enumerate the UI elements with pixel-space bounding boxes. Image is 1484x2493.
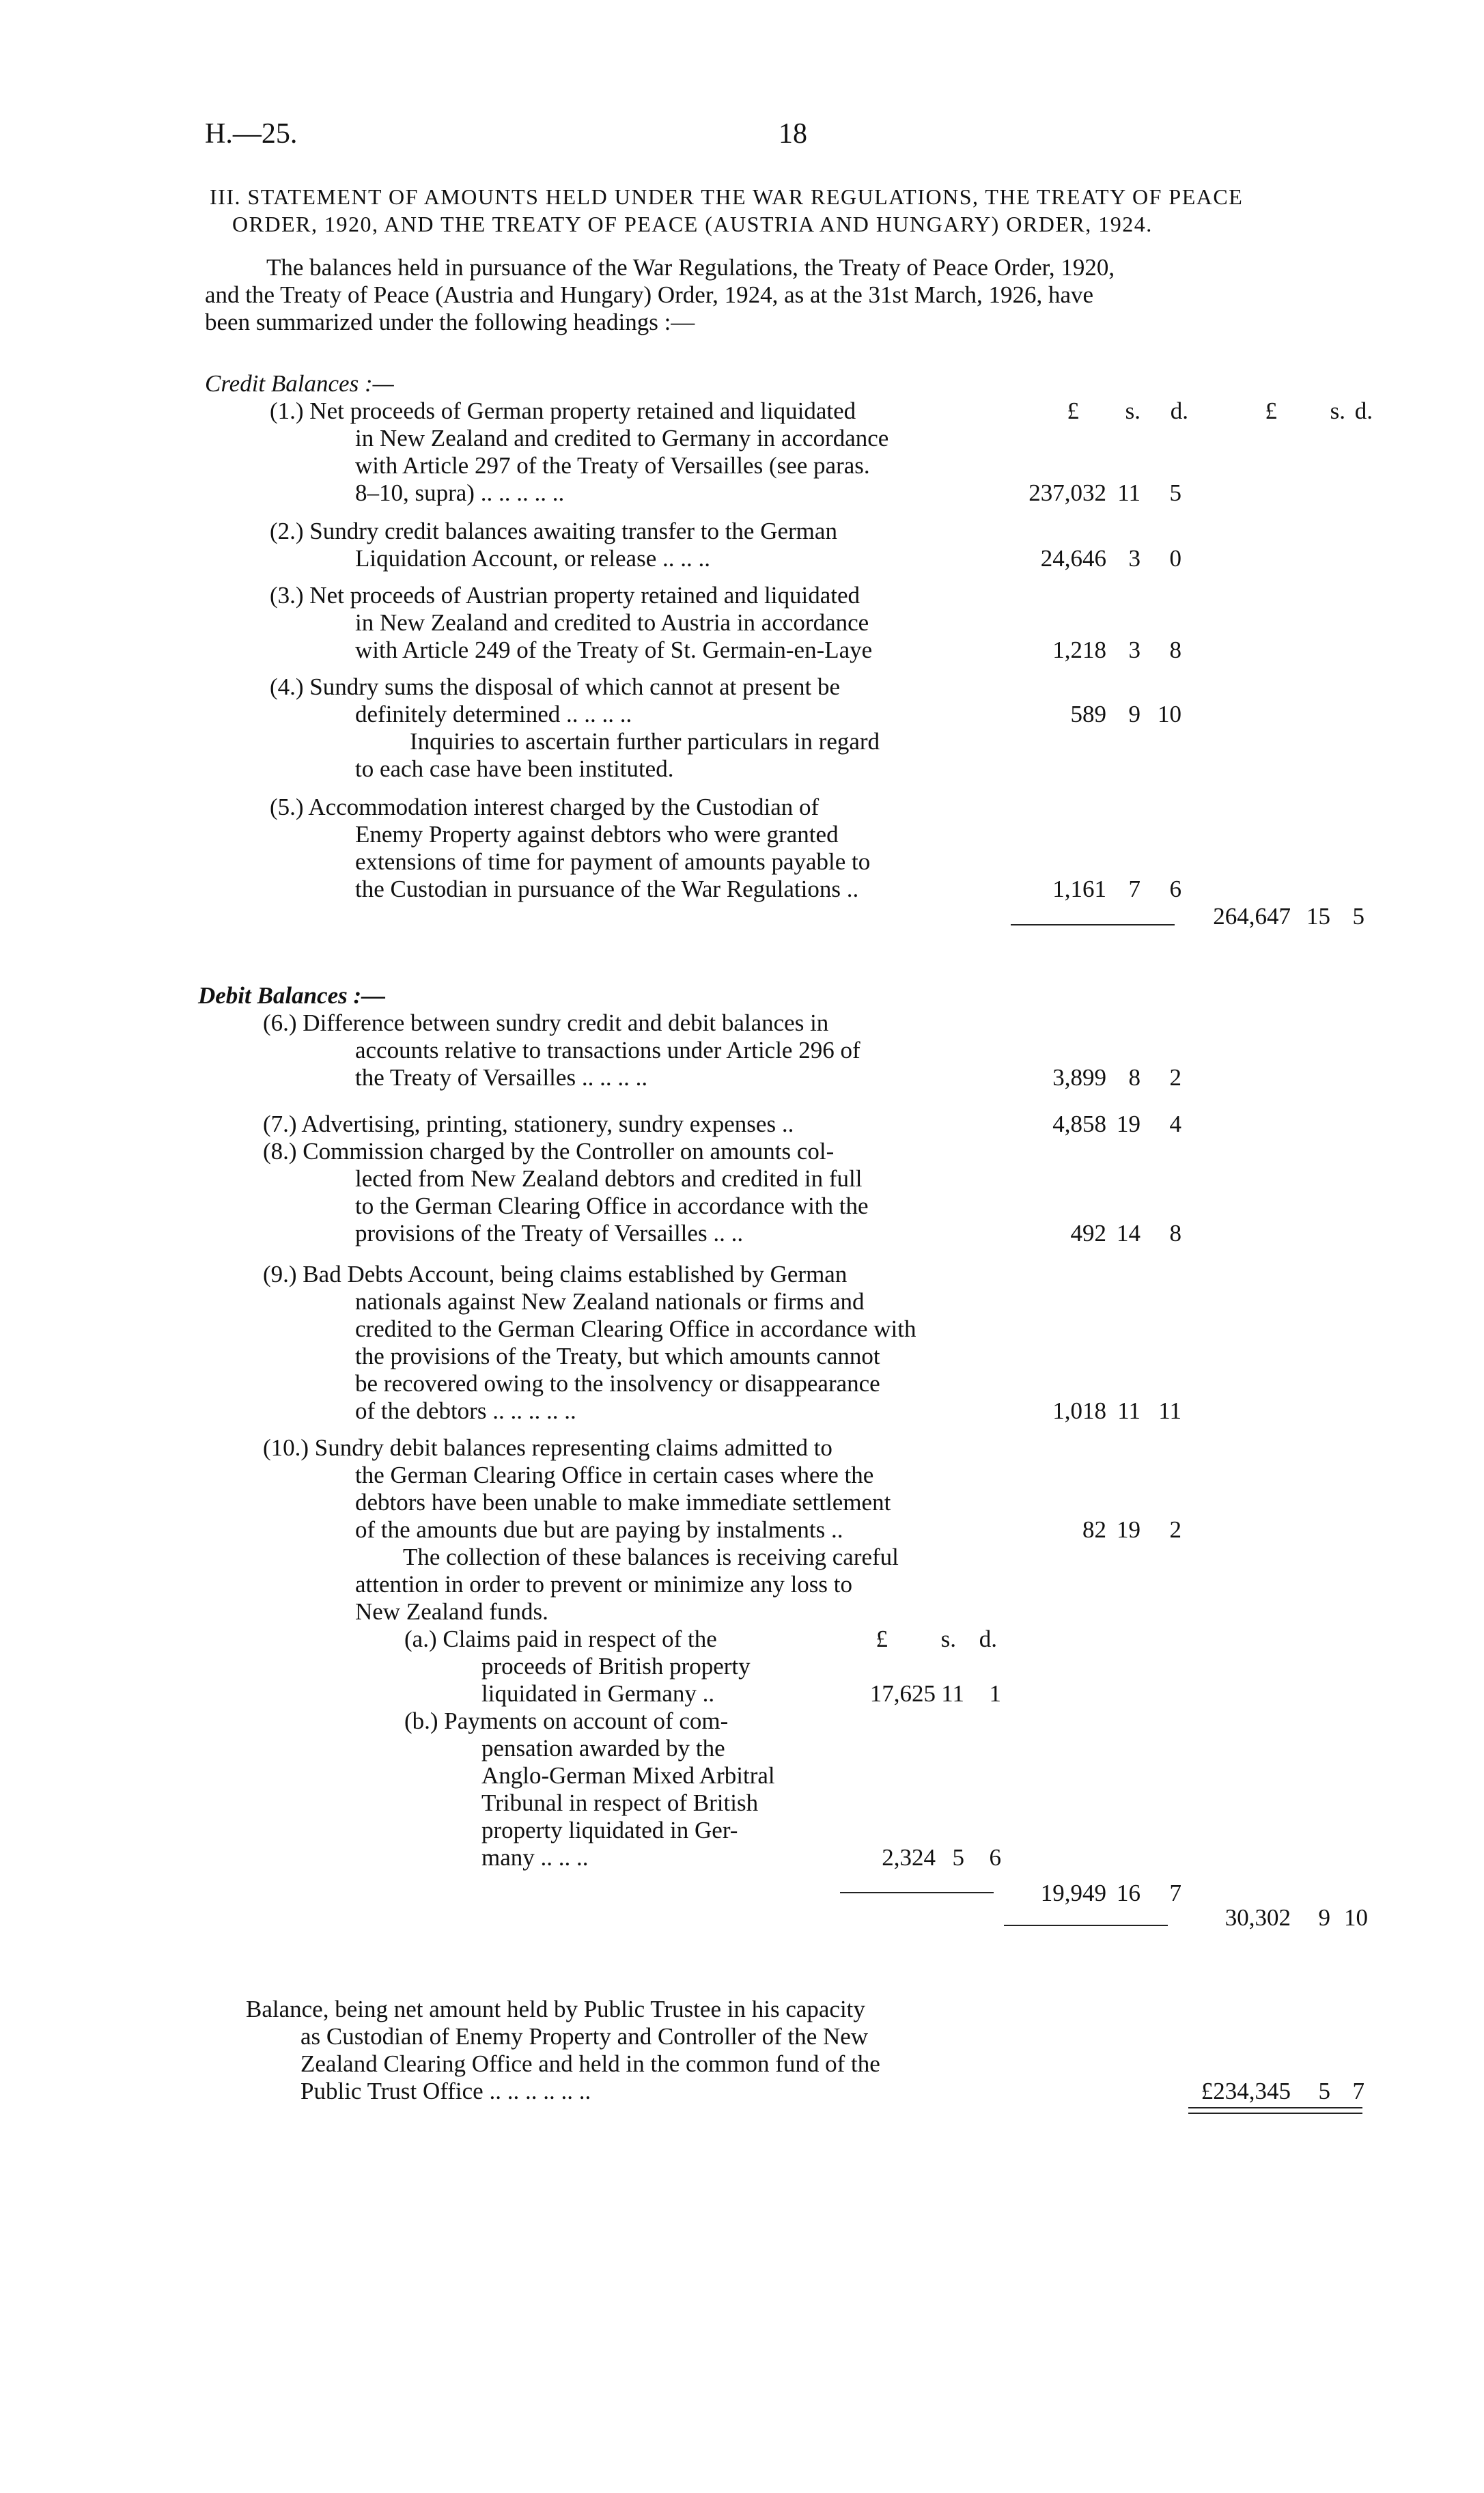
- amount-shillings: 16: [1117, 1880, 1140, 1906]
- amount-pounds: 17,625: [869, 1680, 936, 1707]
- amount-pounds: 237,032: [1028, 479, 1106, 506]
- amount-shillings: 19: [1117, 1111, 1140, 1137]
- amount-pounds: 492: [1070, 1220, 1106, 1246]
- amount-pence: 8: [1169, 1220, 1181, 1246]
- item-line: Inquiries to ascertain further particulars in regard: [410, 728, 880, 755]
- amount-pounds: 19,949: [1040, 1880, 1106, 1906]
- amount-pence: 10: [1344, 1904, 1368, 1931]
- section-title-line-1: III. STATEMENT OF AMOUNTS HELD UNDER THE WAR REGULATIONS, THE TREATY OF PEACE: [210, 184, 1244, 209]
- amount-pence: 5: [1169, 479, 1181, 506]
- item-line: accounts relative to transactions under Article 296 of: [355, 1037, 860, 1063]
- item-line: attention in order to prevent or minimize any loss to: [355, 1571, 853, 1598]
- item-line: lected from New Zealand debtors and credited in full: [355, 1165, 863, 1192]
- amount-pounds: 1,018: [1052, 1397, 1106, 1424]
- item-line: definitely determined .. .. .. ..: [355, 701, 632, 727]
- amount-pounds: 24,646: [1040, 545, 1106, 572]
- amount-pounds: 1,218: [1052, 637, 1106, 663]
- amount-pounds: 589: [1070, 701, 1106, 727]
- item-line: (7.) Advertising, printing, stationery, sundry expenses ..: [263, 1111, 794, 1137]
- item-line: to each case have been instituted.: [355, 755, 674, 782]
- amount-pence: 11: [1158, 1397, 1181, 1424]
- item-line: (a.) Claims paid in respect of the: [404, 1626, 717, 1652]
- intro-line-3: been summarized under the following headings :—: [205, 309, 695, 335]
- item-line: many .. .. ..: [481, 1844, 589, 1871]
- item-line: (6.) Difference between sundry credit and debit balances in: [263, 1009, 829, 1036]
- item-line: Balance, being net amount held by Public Trustee in his capacity: [246, 1996, 865, 2022]
- amount-pounds: 1,161: [1052, 876, 1106, 902]
- amount-shillings: 9: [1128, 701, 1140, 727]
- credit-subtotal-rule: [1011, 924, 1175, 925]
- item-line: the provisions of the Treaty, but which amounts cannot: [355, 1343, 880, 1369]
- amount-pence: 6: [1169, 876, 1181, 902]
- amount-shillings: 15: [1306, 903, 1330, 930]
- col-header-d-1: d.: [1170, 398, 1188, 424]
- amount-shillings: 11: [941, 1680, 964, 1707]
- item-line: (8.) Commission charged by the Controller on amounts col-: [263, 1138, 835, 1165]
- amount-shillings: 5: [1318, 2078, 1330, 2104]
- item-line: Public Trust Office .. .. .. .. .. ..: [300, 2078, 591, 2104]
- sub-col-header-s: s.: [940, 1626, 956, 1652]
- amount-shillings: 14: [1117, 1220, 1140, 1246]
- intro-line-1: The balances held in pursuance of the War Regulations, the Treaty of Peace Order, 1920,: [266, 254, 1115, 281]
- section-title-line-2: ORDER, 1920, AND THE TREATY OF PEACE (AUSTRIA AND HUNGARY) ORDER, 1924.: [232, 212, 1153, 236]
- item-line: proceeds of British property: [481, 1653, 751, 1680]
- item-line: extensions of time for payment of amounts payable to: [355, 848, 871, 875]
- item-line: liquidated in Germany ..: [481, 1680, 715, 1707]
- amount-pounds: 82: [1082, 1516, 1106, 1543]
- item-line: be recovered owing to the insolvency or disappearance: [355, 1370, 880, 1397]
- item-line: as Custodian of Enemy Property and Controller of the New: [300, 2023, 869, 2050]
- amount-shillings: 11: [1117, 479, 1140, 506]
- item-line: (9.) Bad Debts Account, being claims established by German: [263, 1261, 848, 1287]
- item-line: to the German Clearing Office in accordance with the: [355, 1193, 869, 1219]
- item-line: the Treaty of Versailles .. .. .. ..: [355, 1064, 648, 1091]
- amount-pounds: 30,302: [1224, 1904, 1291, 1931]
- amount-shillings: 8: [1128, 1064, 1140, 1091]
- sub-items-rule: [840, 1892, 994, 1893]
- item-line: The collection of these balances is receiving careful: [403, 1544, 899, 1570]
- sub-col-header-d: d.: [979, 1626, 997, 1652]
- col-header-d-2: d.: [1354, 398, 1373, 424]
- balance-double-rule: [1188, 2107, 1362, 2114]
- item-line: with Article 297 of the Treaty of Versailles (see paras.: [355, 452, 870, 479]
- credit-heading: Credit Balances :—: [205, 370, 394, 397]
- amount-pence: 0: [1169, 545, 1181, 572]
- amount-pounds: £234,345: [1201, 2078, 1291, 2104]
- item-line: debtors have been unable to make immediate settlement: [355, 1489, 891, 1516]
- amount-pence: 1: [989, 1680, 1001, 1707]
- amount-pounds: 2,324: [882, 1844, 936, 1871]
- amount-pounds: 3,899: [1052, 1064, 1106, 1091]
- item-line: Anglo-German Mixed Arbitral: [481, 1762, 775, 1789]
- amount-shillings: 3: [1128, 637, 1140, 663]
- amount-pence: 2: [1169, 1064, 1181, 1091]
- amount-shillings: 19: [1117, 1516, 1140, 1543]
- col-header-pound-2: £: [1265, 398, 1277, 424]
- amount-pounds: 4,858: [1052, 1111, 1106, 1137]
- amount-pence: 8: [1169, 637, 1181, 663]
- item-line: Zealand Clearing Office and held in the common fund of the: [300, 2050, 880, 2077]
- item-line: the Custodian in pursuance of the War Regulations ..: [355, 876, 859, 902]
- item-line: (5.) Accommodation interest charged by the Custodian of: [270, 794, 820, 820]
- item-line: credited to the German Clearing Office in accordance with: [355, 1315, 916, 1342]
- item-line: of the debtors .. .. .. .. ..: [355, 1397, 576, 1424]
- item-line: Liquidation Account, or release .. .. ..: [355, 545, 710, 572]
- item-line: 8–10, supra) .. .. .. .. ..: [355, 479, 565, 506]
- amount-pence: 5: [1352, 903, 1364, 930]
- item-line: (2.) Sundry credit balances awaiting transfer to the German: [270, 518, 837, 544]
- amount-pounds: 264,647: [1213, 903, 1291, 930]
- item-line: with Article 249 of the Treaty of St. Germain-en-Laye: [355, 637, 873, 663]
- item-line: Tribunal in respect of British: [481, 1789, 759, 1816]
- amount-pence: 10: [1158, 701, 1181, 727]
- item-line: provisions of the Treaty of Versailles .. ..: [355, 1220, 744, 1246]
- page-number: 18: [779, 118, 807, 150]
- amount-shillings: 9: [1318, 1904, 1330, 1931]
- col-header-pound-1: £: [1067, 398, 1079, 424]
- amount-pence: 6: [989, 1844, 1001, 1871]
- col-header-s-2: s.: [1330, 398, 1345, 424]
- amount-pence: 7: [1169, 1880, 1181, 1906]
- item-line: pensation awarded by the: [481, 1735, 725, 1761]
- amount-pence: 7: [1352, 2078, 1364, 2104]
- col-header-s-1: s.: [1125, 398, 1140, 424]
- item-line: nationals against New Zealand nationals or firms and: [355, 1288, 865, 1315]
- item-line: (1.) Net proceeds of German property retained and liquidated: [270, 398, 856, 424]
- amount-shillings: 7: [1128, 876, 1140, 902]
- item-line: (b.) Payments on account of com-: [404, 1708, 729, 1734]
- amount-pence: 4: [1169, 1111, 1181, 1137]
- amount-shillings: 11: [1117, 1397, 1140, 1424]
- intro-line-2: and the Treaty of Peace (Austria and Hungary) Order, 1924, as at the 31st March, 1926, have: [205, 281, 1094, 308]
- sub-col-header-pound: £: [876, 1626, 888, 1652]
- amount-shillings: 5: [952, 1844, 964, 1871]
- item-line: (4.) Sundry sums the disposal of which cannot at present be: [270, 673, 840, 700]
- debit-subtotal-rule: [1004, 1925, 1168, 1926]
- item-line: the German Clearing Office in certain cases where the: [355, 1462, 874, 1488]
- document-ref: H.—25.: [205, 118, 298, 150]
- item-line: of the amounts due but are paying by instalments ..: [355, 1516, 843, 1543]
- item-line: New Zealand funds.: [355, 1598, 548, 1625]
- item-line: (3.) Net proceeds of Austrian property retained and liquidated: [270, 582, 860, 609]
- item-line: (10.) Sundry debit balances representing claims admitted to: [263, 1434, 832, 1461]
- debit-heading: Debit Balances :—: [198, 982, 386, 1009]
- item-line: Enemy Property against debtors who were granted: [355, 821, 839, 848]
- amount-shillings: 3: [1128, 545, 1140, 572]
- item-line: property liquidated in Ger-: [481, 1817, 738, 1843]
- item-line: in New Zealand and credited to Germany in accordance: [355, 425, 889, 451]
- item-line: in New Zealand and credited to Austria in accordance: [355, 609, 869, 636]
- amount-pence: 2: [1169, 1516, 1181, 1543]
